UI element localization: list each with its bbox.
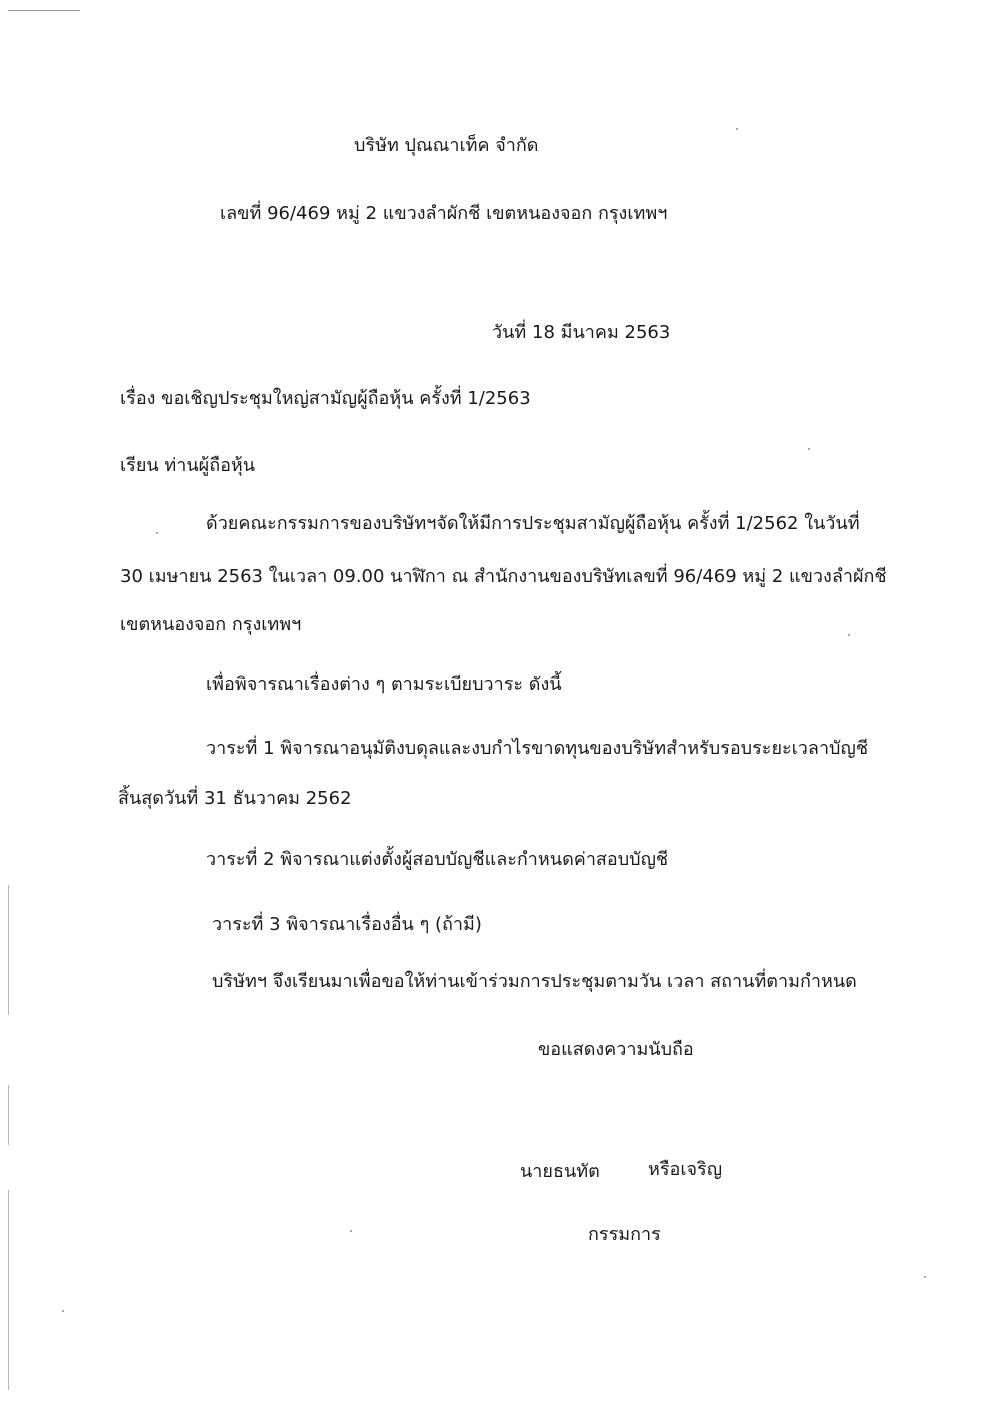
body-line-1: ด้วยคณะกรรมการของบริษัทฯจัดให้มีการประชุมสามัญผู้ถือหุ้น ครั้งที่ 1/2562 ในวันที่: [206, 513, 860, 534]
agenda-item-1-line-2: สิ้นสุดวันที่ 31 ธันวาคม 2562: [118, 788, 352, 809]
agenda-item-2: วาระที่ 2 พิจารณาแต่งตั้งผู้สอบบัญชีและกำหนดค่าสอบบัญชี: [206, 849, 669, 870]
scan-speck: [62, 1310, 64, 1312]
scan-speck: [736, 128, 738, 130]
agenda-item-3: วาระที่ 3 พิจารณาเรื่องอื่น ๆ (ถ้ามี): [212, 914, 482, 935]
signatory-title: กรรมการ: [588, 1224, 661, 1245]
scan-speck: [848, 634, 850, 636]
letter-salutation: เรียน ท่านผู้ถือหุ้น: [120, 455, 256, 476]
closing-paragraph: บริษัทฯ จึงเรียนมาเพื่อขอให้ท่านเข้าร่วมการประชุมตามวัน เวลา สถานที่ตามกำหนด: [212, 971, 857, 992]
scan-speck: [924, 1276, 926, 1278]
agenda-intro: เพื่อพิจารณาเรื่องต่าง ๆ ตามระเบียบวาระ ดังนี้: [206, 674, 562, 695]
scan-left-edge-mark: [8, 1085, 9, 1145]
company-address: เลขที่ 96/469 หมู่ 2 แขวงลำผักชี เขตหนองจอก กรุงเทพฯ: [220, 203, 668, 224]
signatory-first-name: นายธนทัต: [520, 1161, 600, 1182]
body-line-2: 30 เมษายน 2563 ในเวลา 09.00 นาฬิกา ณ สำนักงานของบริษัทเลขที่ 96/469 หมู่ 2 แขวงลำผักชี: [120, 566, 887, 587]
letter-subject: เรื่อง ขอเชิญประชุมใหญ่สามัญผู้ถือหุ้น ครั้งที่ 1/2563: [120, 388, 531, 409]
scan-speck: [156, 532, 158, 534]
scan-speck: [350, 1230, 352, 1232]
signatory-last-name: หรือเจริญ: [648, 1159, 723, 1180]
letter-date: วันที่ 18 มีนาคม 2563: [492, 322, 671, 343]
scan-top-line: [8, 10, 80, 11]
scan-left-edge-mark: [8, 885, 9, 1015]
scan-speck: [808, 448, 810, 450]
sign-off: ขอแสดงความนับถือ: [538, 1039, 694, 1060]
company-name: บริษัท ปุณณาเท็ค จำกัด: [354, 135, 539, 156]
scan-left-edge-mark: [8, 1190, 9, 1390]
agenda-item-1-line-1: วาระที่ 1 พิจารณาอนุมัติงบดุลและงบกำไรขาดทุนของบริษัทสำหรับรอบระยะเวลาบัญชี: [206, 738, 869, 759]
body-line-3: เขตหนองจอก กรุงเทพฯ: [120, 614, 302, 635]
